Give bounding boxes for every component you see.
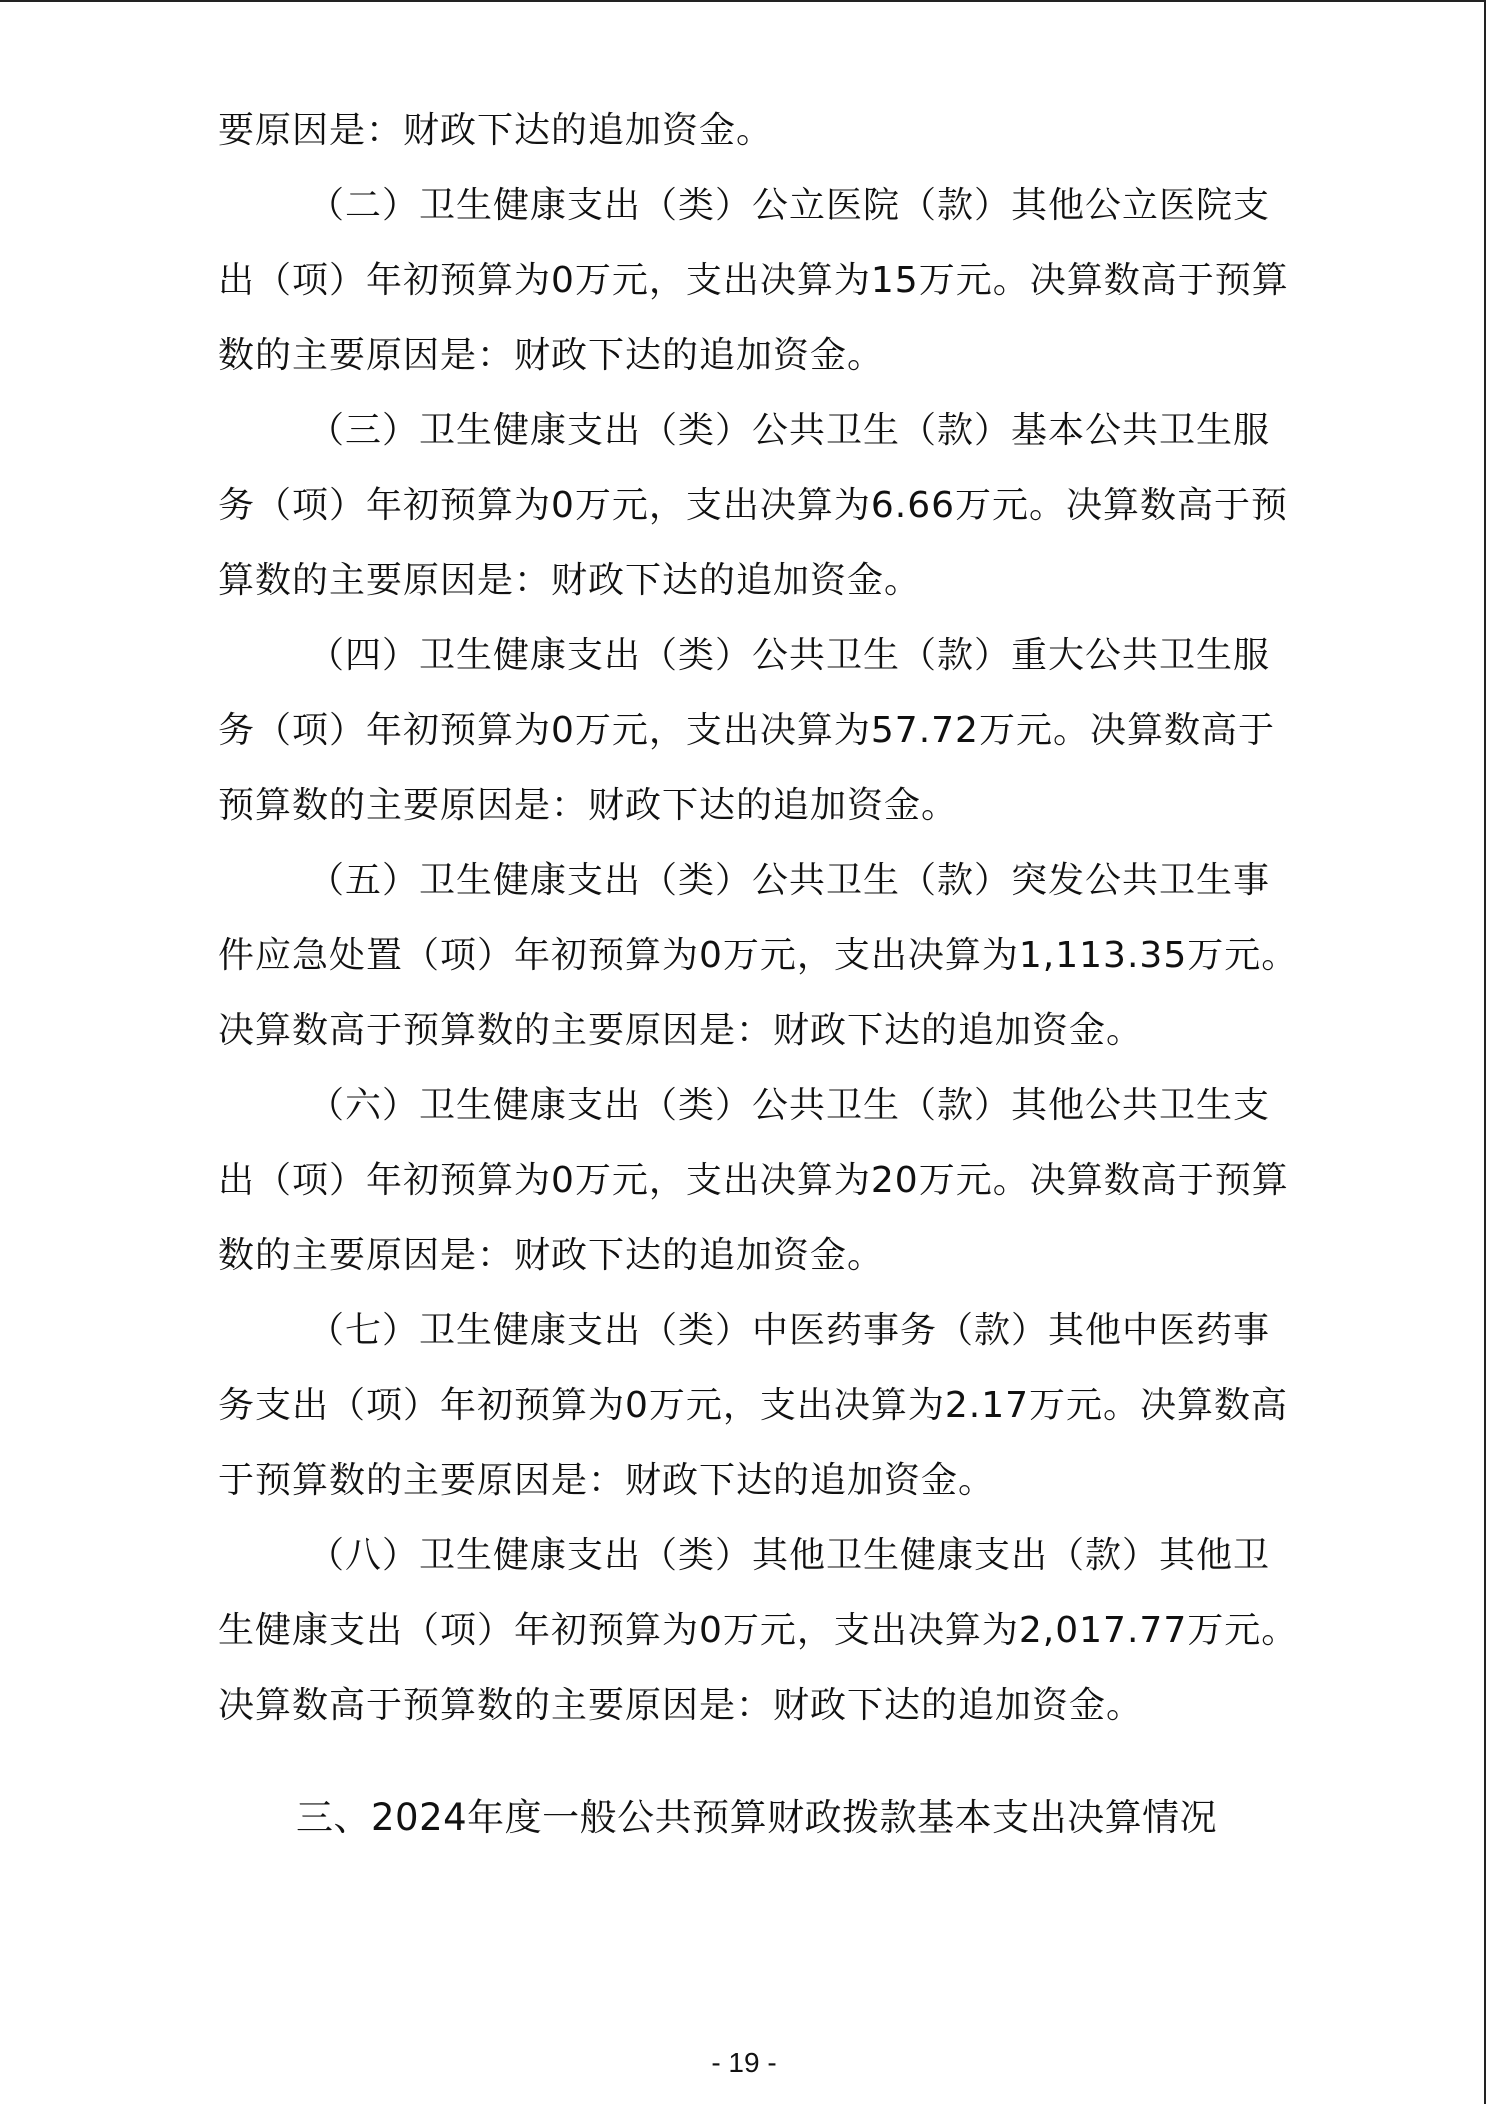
paragraph-line: 要原因是：财政下达的追加资金。 <box>218 110 774 151</box>
paragraph-line: 生健康支出（项）年初预算为0万元，支出决算为2,017.77万元。 <box>218 1610 1299 1651</box>
page-number: - 19 - <box>711 2047 777 2078</box>
paragraph-line: 决算数高于预算数的主要原因是：财政下达的追加资金。 <box>218 1685 1144 1726</box>
paragraph-line: 件应急处置（项）年初预算为0万元，支出决算为1,113.35万元。 <box>218 935 1299 976</box>
document-body <box>218 93 1299 1743</box>
paragraph-line: 算数的主要原因是：财政下达的追加资金。 <box>218 560 922 601</box>
paragraph-line: 务（项）年初预算为0万元，支出决算为6.66万元。决算数高于预 <box>218 485 1289 526</box>
paragraph-line: （六）卫生健康支出（类）公共卫生（款）其他公共卫生支 <box>308 1085 1271 1126</box>
paragraph-line: （四）卫生健康支出（类）公共卫生（款）重大公共卫生服 <box>308 635 1271 676</box>
paragraph-line: （八）卫生健康支出（类）其他卫生健康支出（款）其他卫 <box>308 1535 1271 1576</box>
paragraph-line: （七）卫生健康支出（类）中医药事务（款）其他中医药事 <box>308 1310 1271 1351</box>
paragraph-line: 数的主要原因是：财政下达的追加资金。 <box>218 335 885 376</box>
paragraph-line: 务（项）年初预算为0万元，支出决算为57.72万元。决算数高于 <box>218 710 1275 751</box>
paragraph-line: 于预算数的主要原因是：财政下达的追加资金。 <box>218 1460 996 1501</box>
paragraph-line: （三）卫生健康支出（类）公共卫生（款）基本公共卫生服 <box>308 410 1271 451</box>
paragraph-line: 务支出（项）年初预算为0万元，支出决算为2.17万元。决算数高 <box>218 1385 1289 1426</box>
paragraph-line: 出（项）年初预算为0万元，支出决算为20万元。决算数高于预算 <box>218 1160 1289 1201</box>
paragraph-line: 出（项）年初预算为0万元，支出决算为15万元。决算数高于预算 <box>218 260 1289 301</box>
paragraph-line: （二）卫生健康支出（类）公立医院（款）其他公立医院支 <box>308 185 1271 226</box>
section-heading: 三、2024年度一般公共预算财政拨款基本支出决算情况 <box>296 1796 1218 1839</box>
paragraph-line: 预算数的主要原因是：财政下达的追加资金。 <box>218 785 959 826</box>
paragraph-line: 数的主要原因是：财政下达的追加资金。 <box>218 1235 885 1276</box>
paragraph-line: 决算数高于预算数的主要原因是：财政下达的追加资金。 <box>218 1010 1144 1051</box>
paragraph-line: （五）卫生健康支出（类）公共卫生（款）突发公共卫生事 <box>308 860 1271 901</box>
